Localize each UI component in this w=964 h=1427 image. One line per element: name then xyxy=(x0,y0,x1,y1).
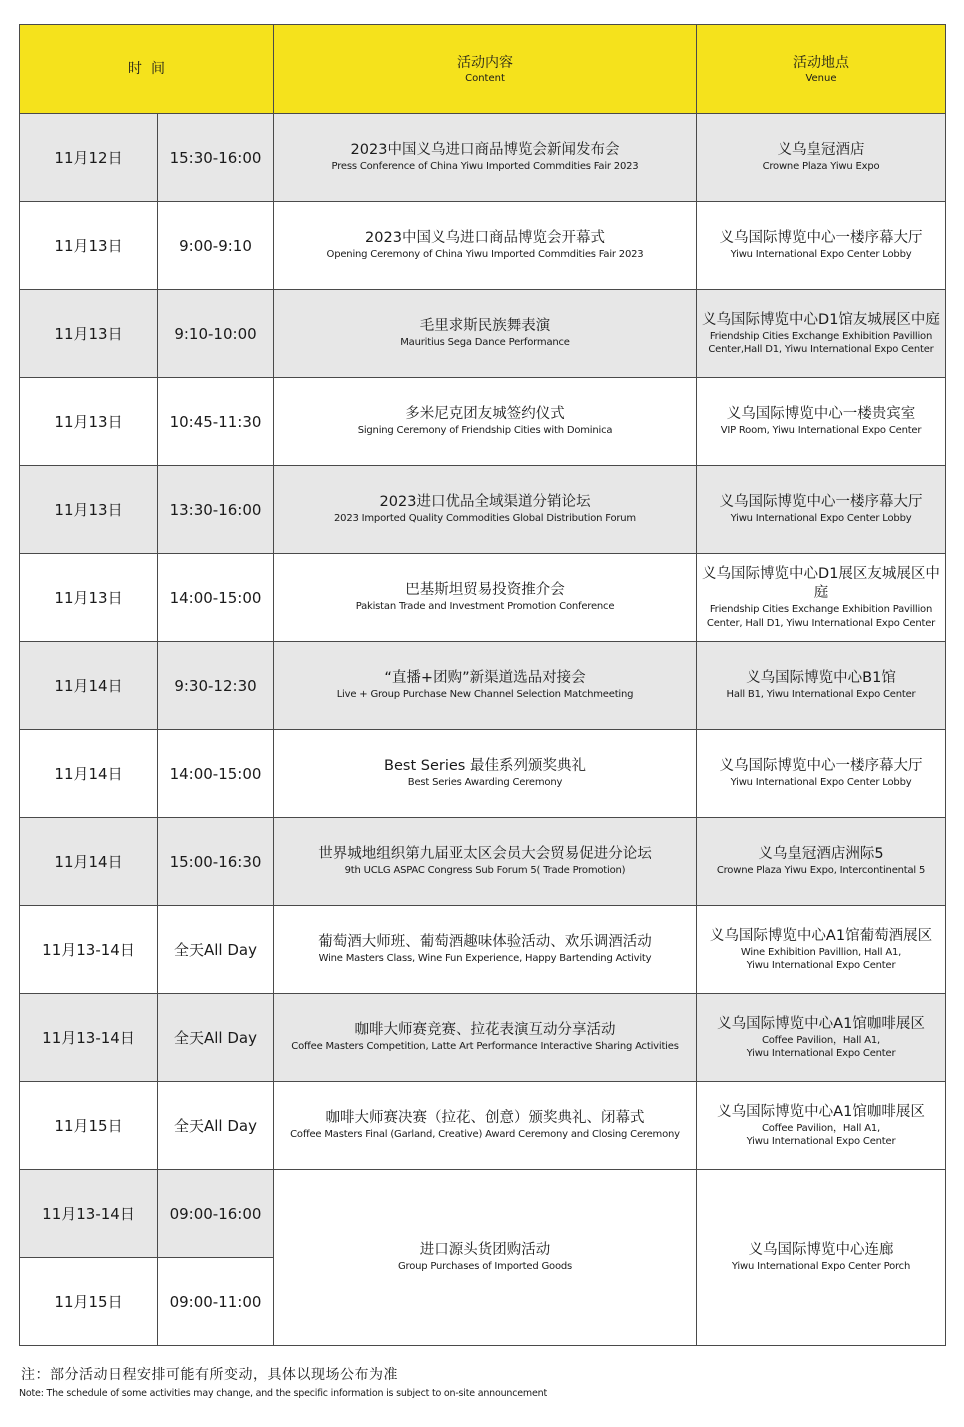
schedule-body xyxy=(20,114,946,1346)
row-venue xyxy=(697,554,946,642)
row-content xyxy=(274,290,697,378)
row-venue-zh: 义乌皇冠酒店洲际5 xyxy=(758,846,884,863)
row-content-zh: 世界城地组织第九届亚太区会员大会贸易促进分论坛 xyxy=(318,846,652,863)
row-venue-en-line2: Center,Hall D1, Yiwu International Expo Center xyxy=(708,344,934,355)
row-content-zh: “直播+团购”新渠道选品对接会 xyxy=(384,670,586,687)
row-venue-en: Yiwu International Expo Center Lobby xyxy=(730,513,912,525)
row-time: 14:00-15:00 xyxy=(158,554,274,642)
row-venue xyxy=(697,290,946,378)
row-content xyxy=(274,906,697,994)
schedule-table xyxy=(19,24,946,1346)
table-row xyxy=(20,114,946,202)
row-venue-en: Hall B1, Yiwu International Expo Center xyxy=(726,689,916,701)
row-venue xyxy=(697,202,946,290)
row-time: 全天All Day xyxy=(158,1082,274,1170)
row-content-zh: 2023中国义乌进口商品博览会新闻发布会 xyxy=(350,142,620,159)
row-venue-zh: 义乌国际博览中心一楼序幕大厅 xyxy=(719,230,923,247)
row-content xyxy=(274,642,697,730)
row-venue-zh: 义乌国际博览中心A1馆葡萄酒展区 xyxy=(709,927,933,944)
row-venue-en-line2: Yiwu International Expo Center xyxy=(746,1048,896,1059)
row-venue xyxy=(697,1170,946,1346)
row-content-en: Wine Masters Class, Wine Fun Experience, Happy Bartending Activity xyxy=(318,953,652,965)
row-venue xyxy=(697,818,946,906)
footnote-zh: 注：部分活动日程安排可能有所变动，具体以现场公布为准 xyxy=(21,1367,398,1383)
row-venue-zh: 义乌国际博览中心一楼贵宾室 xyxy=(726,406,916,423)
row-venue-zh: 义乌国际博览中心一楼序幕大厅 xyxy=(719,758,923,775)
row-venue xyxy=(697,994,946,1082)
row-content-en: Live + Group Purchase New Channel Selection Matchmeeting xyxy=(336,689,634,701)
row-content-zh: 2023进口优品全域渠道分销论坛 xyxy=(379,494,591,511)
row-content xyxy=(274,994,697,1082)
row-date: 11月13-14日 xyxy=(20,994,158,1082)
table-row xyxy=(20,994,946,1082)
row-date: 11月13日 xyxy=(20,554,158,642)
row-venue-zh: 义乌国际博览中心B1馆 xyxy=(746,670,896,687)
header-venue xyxy=(697,25,946,114)
row-venue-zh: 义乌国际博览中心D1馆友城展区中庭 xyxy=(702,311,940,328)
row-venue-en: Yiwu International Expo Center Porch xyxy=(731,1261,911,1273)
row-date: 11月13-14日 xyxy=(20,1170,158,1258)
row-venue-en-line2: Yiwu International Expo Center xyxy=(746,960,896,971)
row-time: 9:00-9:10 xyxy=(158,202,274,290)
row-content-en: Coffee Masters Final (Garland, Creative) Award Ceremony and Closing Ceremony xyxy=(290,1129,680,1141)
table-row xyxy=(20,1082,946,1170)
row-content-en: Mauritius Sega Dance Performance xyxy=(400,337,570,349)
row-content xyxy=(274,818,697,906)
row-venue-en-line2: Center, Hall D1, Yiwu International Expo Center xyxy=(706,617,936,629)
row-content-en: Group Purchases of Imported Goods xyxy=(397,1261,573,1273)
row-venue-zh: 义乌皇冠酒店 xyxy=(777,142,865,159)
header-time-zh: 时 间 xyxy=(128,61,165,77)
row-content-zh: Best Series 最佳系列颁奖典礼 xyxy=(384,758,586,775)
row-time: 全天All Day xyxy=(158,906,274,994)
row-venue xyxy=(697,378,946,466)
table-row xyxy=(20,466,946,554)
row-date: 11月12日 xyxy=(20,114,158,202)
row-venue-en: Coffee Pavilion，Hall A1, xyxy=(761,1034,880,1046)
row-venue-en: Yiwu International Expo Center Lobby xyxy=(730,249,912,261)
row-time: 15:30-16:00 xyxy=(158,114,274,202)
row-content xyxy=(274,1082,697,1170)
row-venue-zh: 义乌国际博览中心连廊 xyxy=(748,1242,894,1259)
row-venue-zh: 义乌国际博览中心A1馆咖啡展区 xyxy=(717,1015,925,1032)
row-content xyxy=(274,554,697,642)
row-content-en: Pakistan Trade and Investment Promotion Conference xyxy=(355,601,615,613)
table-row xyxy=(20,290,946,378)
table-row xyxy=(20,730,946,818)
header-content xyxy=(274,25,697,114)
row-time: 09:00-11:00 xyxy=(158,1258,274,1346)
row-time: 13:30-16:00 xyxy=(158,466,274,554)
row-content-zh: 2023中国义乌进口商品博览会开幕式 xyxy=(365,230,605,247)
row-venue-zh: 义乌国际博览中心一楼序幕大厅 xyxy=(719,494,923,511)
row-content xyxy=(274,202,697,290)
row-date: 11月13-14日 xyxy=(20,906,158,994)
row-content-en: Coffee Masters Competition, Latte Art Performance Interactive Sharing Activities xyxy=(291,1041,679,1053)
row-content xyxy=(274,466,697,554)
table-row xyxy=(20,642,946,730)
row-venue-en: Coffee Pavilion，Hall A1, xyxy=(761,1122,880,1134)
row-venue xyxy=(697,906,946,994)
header-content-en: Content xyxy=(465,72,505,84)
table-row xyxy=(20,818,946,906)
header-time xyxy=(20,25,274,114)
header-venue-zh: 活动地点 xyxy=(793,54,849,71)
row-content-zh: 进口源头货团购活动 xyxy=(419,1242,551,1259)
row-venue xyxy=(697,466,946,554)
row-venue-en: VIP Room, Yiwu International Expo Center xyxy=(720,425,922,437)
row-time: 09:00-16:00 xyxy=(158,1170,274,1258)
row-content-zh: 葡萄酒大师班、葡萄酒趣味体验活动、欢乐调酒活动 xyxy=(318,934,652,951)
row-venue-zh: 义乌国际博览中心A1馆咖啡展区 xyxy=(717,1103,925,1120)
row-time: 全天All Day xyxy=(158,994,274,1082)
row-date: 11月15日 xyxy=(20,1082,158,1170)
row-date: 11月15日 xyxy=(20,1258,158,1346)
row-content-en: Signing Ceremony of Friendship Cities with Dominica xyxy=(357,425,613,437)
row-content xyxy=(274,114,697,202)
row-content-en: Opening Ceremony of China Yiwu Imported Commdities Fair 2023 xyxy=(326,249,644,261)
row-venue xyxy=(697,642,946,730)
row-date: 11月14日 xyxy=(20,642,158,730)
row-time: 9:30-12:30 xyxy=(158,642,274,730)
row-date: 11月13日 xyxy=(20,202,158,290)
row-time: 10:45-11:30 xyxy=(158,378,274,466)
row-venue-en: Friendship Cities Exchange Exhibition Pavillion xyxy=(709,604,933,615)
row-venue xyxy=(697,1082,946,1170)
table-row xyxy=(20,378,946,466)
row-date: 11月14日 xyxy=(20,730,158,818)
row-date: 11月14日 xyxy=(20,818,158,906)
row-content-zh: 咖啡大师赛决赛（拉花、创意）颁奖典礼、闭幕式 xyxy=(325,1110,645,1127)
row-venue-zh: 义乌国际博览中心D1展区友城展区中庭 xyxy=(702,566,940,601)
header-venue-en: Venue xyxy=(805,72,837,84)
row-venue-en: Crowne Plaza Yiwu Expo xyxy=(762,161,880,173)
header-content-zh: 活动内容 xyxy=(457,54,513,71)
table-row xyxy=(20,906,946,994)
row-content xyxy=(274,730,697,818)
header-row xyxy=(20,25,946,114)
row-content-en: Press Conference of China Yiwu Imported Commdities Fair 2023 xyxy=(331,161,639,173)
row-time: 9:10-10:00 xyxy=(158,290,274,378)
row-content xyxy=(274,378,697,466)
row-venue-en: Friendship Cities Exchange Exhibition Pavillion xyxy=(709,330,933,342)
row-venue xyxy=(697,730,946,818)
row-content-en: 9th UCLG ASPAC Congress Sub Forum 5( Trade Promotion) xyxy=(344,865,626,877)
row-content-zh: 咖啡大师赛竞赛、拉花表演互动分享活动 xyxy=(354,1022,616,1039)
row-content-en: Best Series Awarding Ceremony xyxy=(407,777,563,789)
row-date: 11月13日 xyxy=(20,378,158,466)
row-content-zh: 毛里求斯民族舞表演 xyxy=(419,318,551,335)
footnote-en: Note: The schedule of some activities may change, and the specific information is subject to on-site announcement xyxy=(19,1388,547,1399)
row-content-zh: 巴基斯坦贸易投资推介会 xyxy=(405,582,565,599)
row-time: 15:00-16:30 xyxy=(158,818,274,906)
table-row xyxy=(20,1170,946,1258)
table-row xyxy=(20,554,946,642)
row-venue-en-line2: Yiwu International Expo Center xyxy=(746,1136,896,1147)
row-venue-en: Crowne Plaza Yiwu Expo, Intercontinental 5 xyxy=(716,865,926,877)
row-venue-en: Wine Exhibition Pavillion, Hall A1, xyxy=(740,946,902,958)
row-content-zh: 多米尼克团友城签约仪式 xyxy=(405,406,565,423)
row-venue xyxy=(697,114,946,202)
row-date: 11月13日 xyxy=(20,466,158,554)
row-content xyxy=(274,1170,697,1346)
table-row xyxy=(20,202,946,290)
row-venue-en: Yiwu International Expo Center Lobby xyxy=(730,777,912,789)
row-content-en: 2023 Imported Quality Commodities Global Distribution Forum xyxy=(334,513,636,525)
row-date: 11月13日 xyxy=(20,290,158,378)
row-time: 14:00-15:00 xyxy=(158,730,274,818)
